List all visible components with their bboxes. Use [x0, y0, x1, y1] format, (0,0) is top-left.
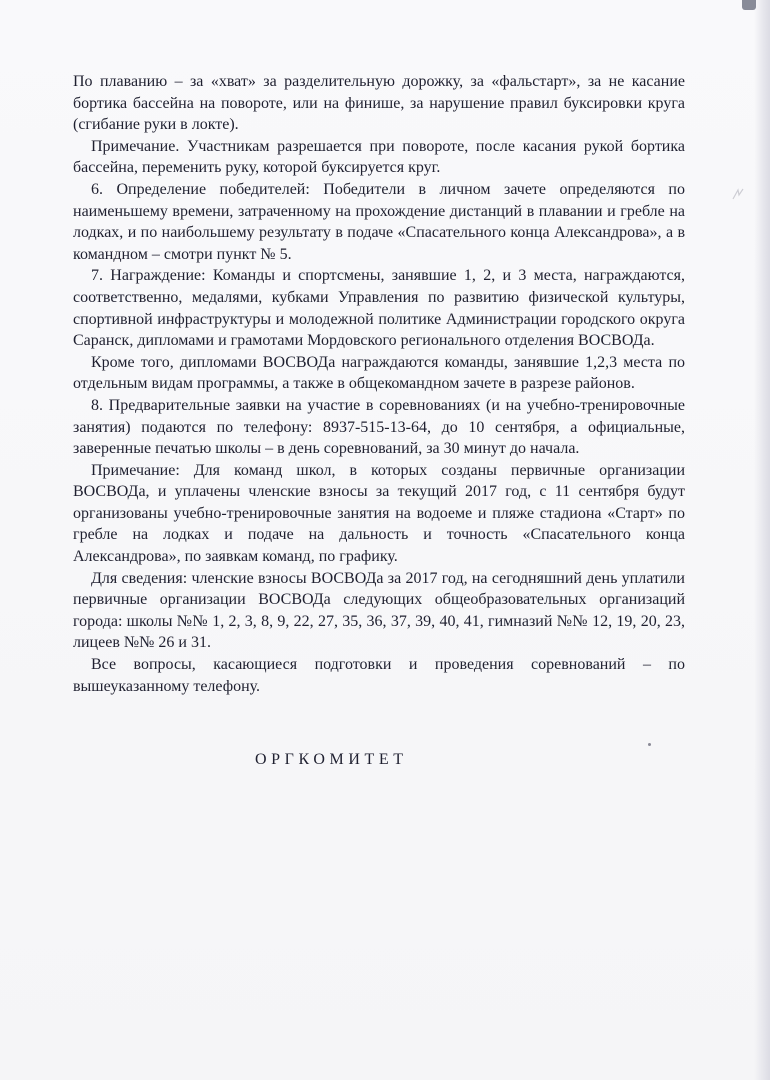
stray-dot [648, 743, 651, 746]
document-body [73, 71, 685, 697]
paragraph-note-training: Примечание: Для команд школ, в которых созданы первичные организации ВОСВОДа, и уплачены членские взносы за текущий 2017 год, с 11 сентября будут организованы учебно-тренировочные занятия на водоеме и пляже стадиона «Старт» по гребле на лодках и подаче на дальность и точность «Спасательного конца Александрова», по заявкам команд, по графику. [73, 461, 685, 566]
paragraph-winners: 6. Определение победителей: Победители в личном зачете определяются по наименьшему времени, затраченному на прохождение дистанций в плавании и гребле на лодках, и по наибольшему результату в подаче «Спасательного конца Александрова», а в командном – смотри пункт № 5. [73, 180, 685, 263]
scan-mark [742, 0, 756, 10]
paragraph-applications: 8. Предварительные заявки на участие в соревнованиях (и на учебно-тренировочные занятия) подаются по телефону: 8937-515-13-64, до 10 сентября, а официальные, заверенные печатью школы – в день соревнований, за 30 минут до начала. [73, 396, 685, 458]
signature-orgcommittee: ОРГКОМИТЕТ [255, 751, 408, 768]
paragraph-awards: 7. Награждение: Команды и спортсмены, занявшие 1, 2, и 3 места, награждаются, соответственно, медалями, кубками Управления по развитию физической культуры, спортивной инфраструктуры и молодежной политике Администрации городского округа Саранск, дипломами и грамотами Мордовского регионального отделения ВОСВОДа. [73, 267, 685, 350]
paragraph-membership-fees: Для сведения: членские взносы ВОСВОДа за 2017 год, на сегодняшний день уплатили первичные организации ВОСВОДа следующих общеобразовательных организаций города: школы №№ 1, 2, 3, 8, 9, 22, 27, 35, 36, 37, 39, 40, 41, гимназий №№ 12, 19, 20, 23, лицеев №№ 26 и 31. [73, 569, 685, 652]
scan-edge [754, 0, 770, 1080]
paragraph-swimming-violations: По плаванию – за «хват» за разделительную дорожку, за «фальстарт», за не касание бортика бассейна на повороте, или на финише, за нарушение правил буксировки круга (сгибание руки в локте). [73, 73, 685, 134]
paragraph-diplomas: Кроме того, дипломами ВОСВОДа награждаются команды, занявшие 1,2,3 места по отдельным видам программы, а также в общекомандном зачете в разрезе районов. [73, 353, 685, 393]
paragraph-contact: Все вопросы, касающиеся подготовки и проведения соревнований – по вышеуказанному телефону. [73, 656, 685, 695]
pencil-mark-icon [730, 186, 746, 202]
paragraph-note-hand-change: Примечание. Участникам разрешается при повороте, после касания рукой бортика бассейна, переменить руку, которой буксируется круг. [73, 137, 685, 177]
